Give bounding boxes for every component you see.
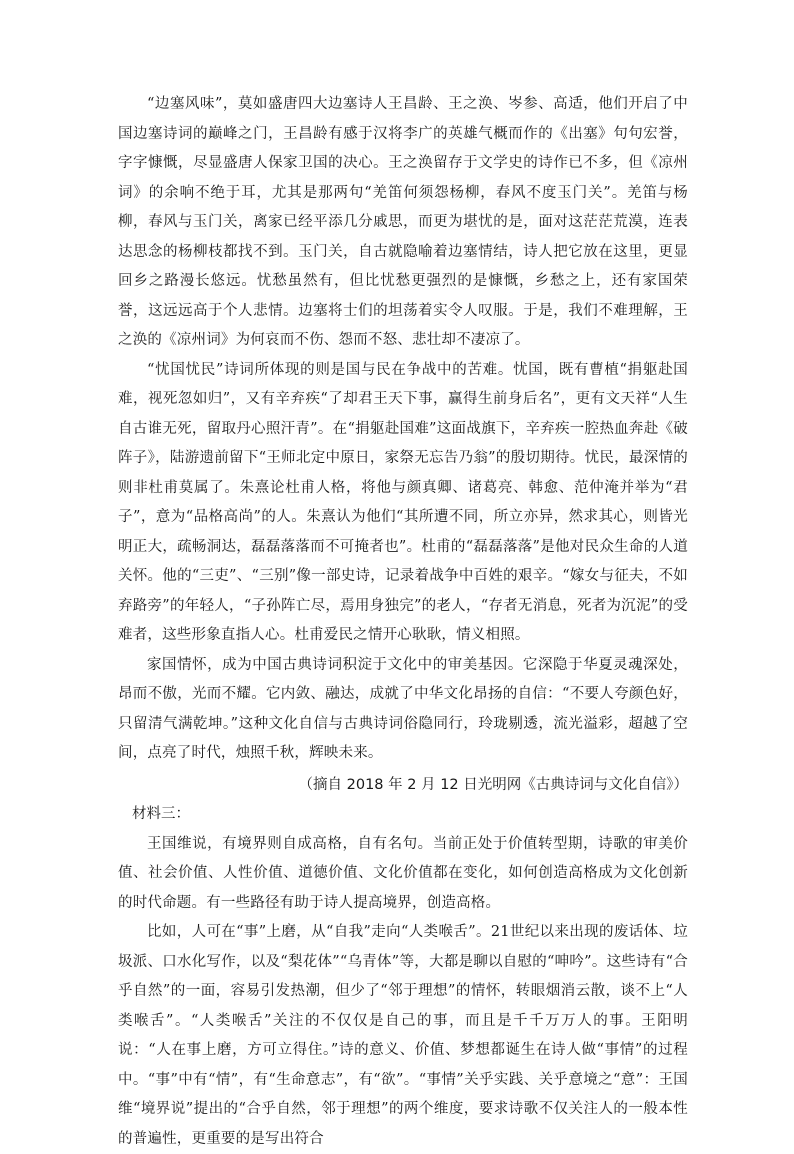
paragraph-wang-guowei: 王国维说，有境界则自成高格，自有名句。当前正处于价值转型期，诗歌的审美价值、社会价值、人性价值、道德价值、文化价值都在变化，如何创造高格成为文化创新的时代命题。有一些路径有助于诗人提高境界，创造高格。: [118, 835, 688, 911]
section-label-material-three: 材料三：: [132, 806, 190, 822]
article-body: [118, 90, 688, 1154]
paragraph-human-voice: 比如，人可在“事”上磨，从“自我”走向“人类喉舌”。21世纪以来出现的废话体、垃圾派、口水化写作，以及“梨花体”“乌青体”等，大都是聊以自慰的“呻吟”。这些诗有“合乎自然”的一面，容易引发热潮，但少了“邻于理想”的情怀，转眼烟消云散，谈不上“人类喉舌”。“人类喉舌”关注的不仅仅是自己的事，而且是千千万万人的事。王阳明说：“人在事上磨，方可立得住。”诗的意义、价值、梦想都诞生在诗人做“事情”的过程中。“事”中有“情”，有“生命意志”，有“欲”。“事情”关乎实践、关乎意境之“意”：王国维“境界说”提出的“合乎自然，邻于理想”的两个维度，要求诗歌不仅关注人的一般本性的普遍性，更重要的是写出符合: [118, 924, 688, 1147]
paragraph-cultural-confidence: 家国情怀，成为中国古典诗词积淀于文化中的审美基因。它深隐于华夏灵魂深处，昂而不傲，光而不耀。它内敛、融达，成就了中华文化昂扬的自信：“不要人夸颜色好，只留清气满乾坤。”这种文化自信与古典诗词俗隐同行，玲珑剔透，流光溢彩，超越了空间，点亮了时代，烛照千秋，辉映未来。: [118, 656, 688, 761]
source-citation: （摘自 2018 年 2 月 12 日光明网《古典诗词与文化自信》）: [298, 776, 688, 793]
paragraph-patriotic-poetry: “忧国忧民”诗词所体现的则是国与民在争战中的苦难。忧国，既有曹植“捐躯赴国难，视死忽如归”，又有辛弃疾“了却君王天下事，赢得生前身后名”，更有文天祥“人生自古谁无死，留取丹心照汗青”。在“捐躯赴国难”这面战旗下，辛弃疾一腔热血奔赴《破阵子》，陆游遗前留下“王师北定中原日，家祭无忘告乃翁”的殷切期待。忧民，最深情的则非杜甫莫属了。朱熹论杜甫人格，将他与颜真卿、诸葛亮、韩愈、范仲淹并举为“君子”，意为“品格高尚”的人。朱熹认为他们“其所遭不同，所立亦异，然求其心，则皆光明正大，疏畅洞达，磊磊落落而不可掩者也”。杜甫的“磊磊落落”是他对民众生命的人道关怀。他的“三吏”、“三别”像一部史诗，记录着战争中百姓的艰辛。“嫁女与征夫，不如弃路旁”的年轻人，“子孙阵亡尽，焉用身独完”的老人，“存者无消息，死者为沉泥”的受难者，这些形象直指人心。杜甫爱民之情开心耿耿，情义相照。: [118, 361, 688, 643]
paragraph-frontier-poetry: “边塞风味”，莫如盛唐四大边塞诗人王昌龄、王之涣、岑参、高适，他们开启了中国边塞诗词的巅峰之门，王昌龄有感于汉将李广的英雄气概而作的《出塞》句句宏誉，字字慷慨，尽显盛唐人保家卫国的决心。王之涣留存于文学史的诗作已不多，但《凉州词》的余响不绝于耳，尤其是那两句“羌笛何须怨杨柳，春风不度玉门关”。羌笛与杨柳，春风与玉门关，离家已经平添几分戚思，而更为堪忧的是，面对这茫茫荒漠，连表达思念的杨柳枝都找不到。玉门关，自古就隐喻着边塞情结，诗人把它放在这里，更显回乡之路漫长悠远。忧愁虽然有，但比忧愁更强烈的是慷慨，乡愁之上，还有家国荣誉，这远远高于个人悲情。边塞将士们的坦荡着实令人叹服。于是，我们不难理解，王之涣的《凉州词》为何哀而不伤、怨而不怒、悲壮却不凄凉了。: [118, 96, 688, 348]
